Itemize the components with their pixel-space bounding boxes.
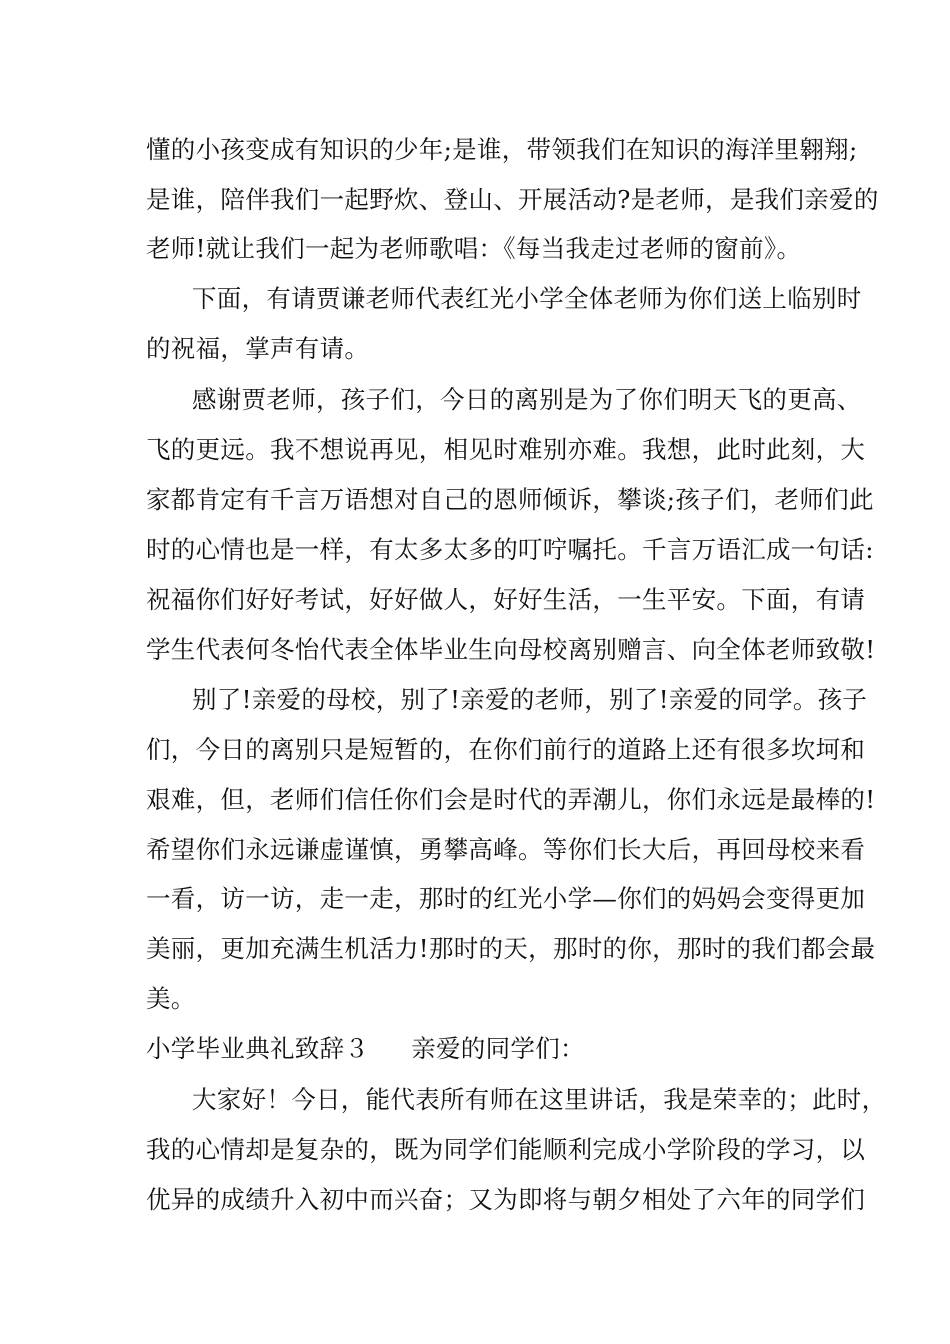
text-line: 们，今日的离别只是短暂的，在你们前行的道路上还有很多坎坷和: [146, 735, 866, 764]
text-line: 学生代表何冬怡代表全体毕业生向母校离别赠言、向全体老师致敬!: [146, 635, 876, 664]
text-line: 家都肯定有千言万语想对自己的恩师倾诉，攀谈;孩子们，老师们此: [146, 485, 874, 514]
text-line: 时的心情也是一样，有太多太多的叮咛嘱托。千言万语汇成一句话:: [146, 535, 874, 564]
text-line: 的祝福，掌声有请。: [146, 334, 370, 363]
text-line: 美丽，更加充满生机活力!那时的天，那时的你，那时的我们都会最: [146, 934, 876, 963]
paragraph-start-line: 感谢贾老师，孩子们，今日的离别是为了你们明天飞的更高、: [192, 385, 862, 414]
paragraph-start-line: 下面，有请贾谦老师代表红光小学全体老师为你们送上临别时: [192, 284, 862, 313]
salutation: 亲爱的同学们：: [411, 1034, 585, 1063]
paragraph-start-line: 别了!亲爱的母校，别了!亲爱的老师，别了!亲爱的同学。孩子: [192, 685, 868, 714]
text-line: 美。: [146, 984, 196, 1013]
text-line: 老师!就让我们一起为老师歌唱：《每当我走过老师的窗前》。: [146, 234, 802, 263]
text-line: 是谁，陪伴我们一起野炊、登山、开展活动?是老师，是我们亲爱的: [146, 185, 879, 214]
text-line: 希望你们永远谦虚谨慎，勇攀高峰。等你们长大后，再回母校来看: [146, 835, 866, 864]
text-line: 懂的小孩变成有知识的少年;是谁，带领我们在知识的海洋里翱翔;: [146, 135, 858, 164]
text-line: 艰难，但，老师们信任你们会是时代的弄潮儿，你们永远是最棒的!: [146, 785, 876, 814]
text-line: 祝福你们好好考试，好好做人，好好生活，一生平安。下面，有请: [146, 585, 866, 614]
text-line: 优异的成绩升入初中而兴奋；又为即将与朝夕相处了六年的同学们: [146, 1185, 866, 1214]
section-title: 小学毕业典礼致辞３: [146, 1034, 370, 1063]
text-line: 飞的更远。我不想说再见，相见时难别亦难。我想，此时此刻，大: [146, 435, 866, 464]
text-line: 一看，访一访，走一走，那时的红光小学—你们的妈妈会变得更加: [146, 884, 866, 913]
section-heading: [146, 1029, 816, 1069]
text-line: 我的心情却是复杂的，既为同学们能顺利完成小学阶段的学习，以: [146, 1135, 866, 1164]
paragraph-start-line: 大家好！今日，能代表所有师在这里讲话，我是荣幸的；此时，: [192, 1085, 887, 1114]
